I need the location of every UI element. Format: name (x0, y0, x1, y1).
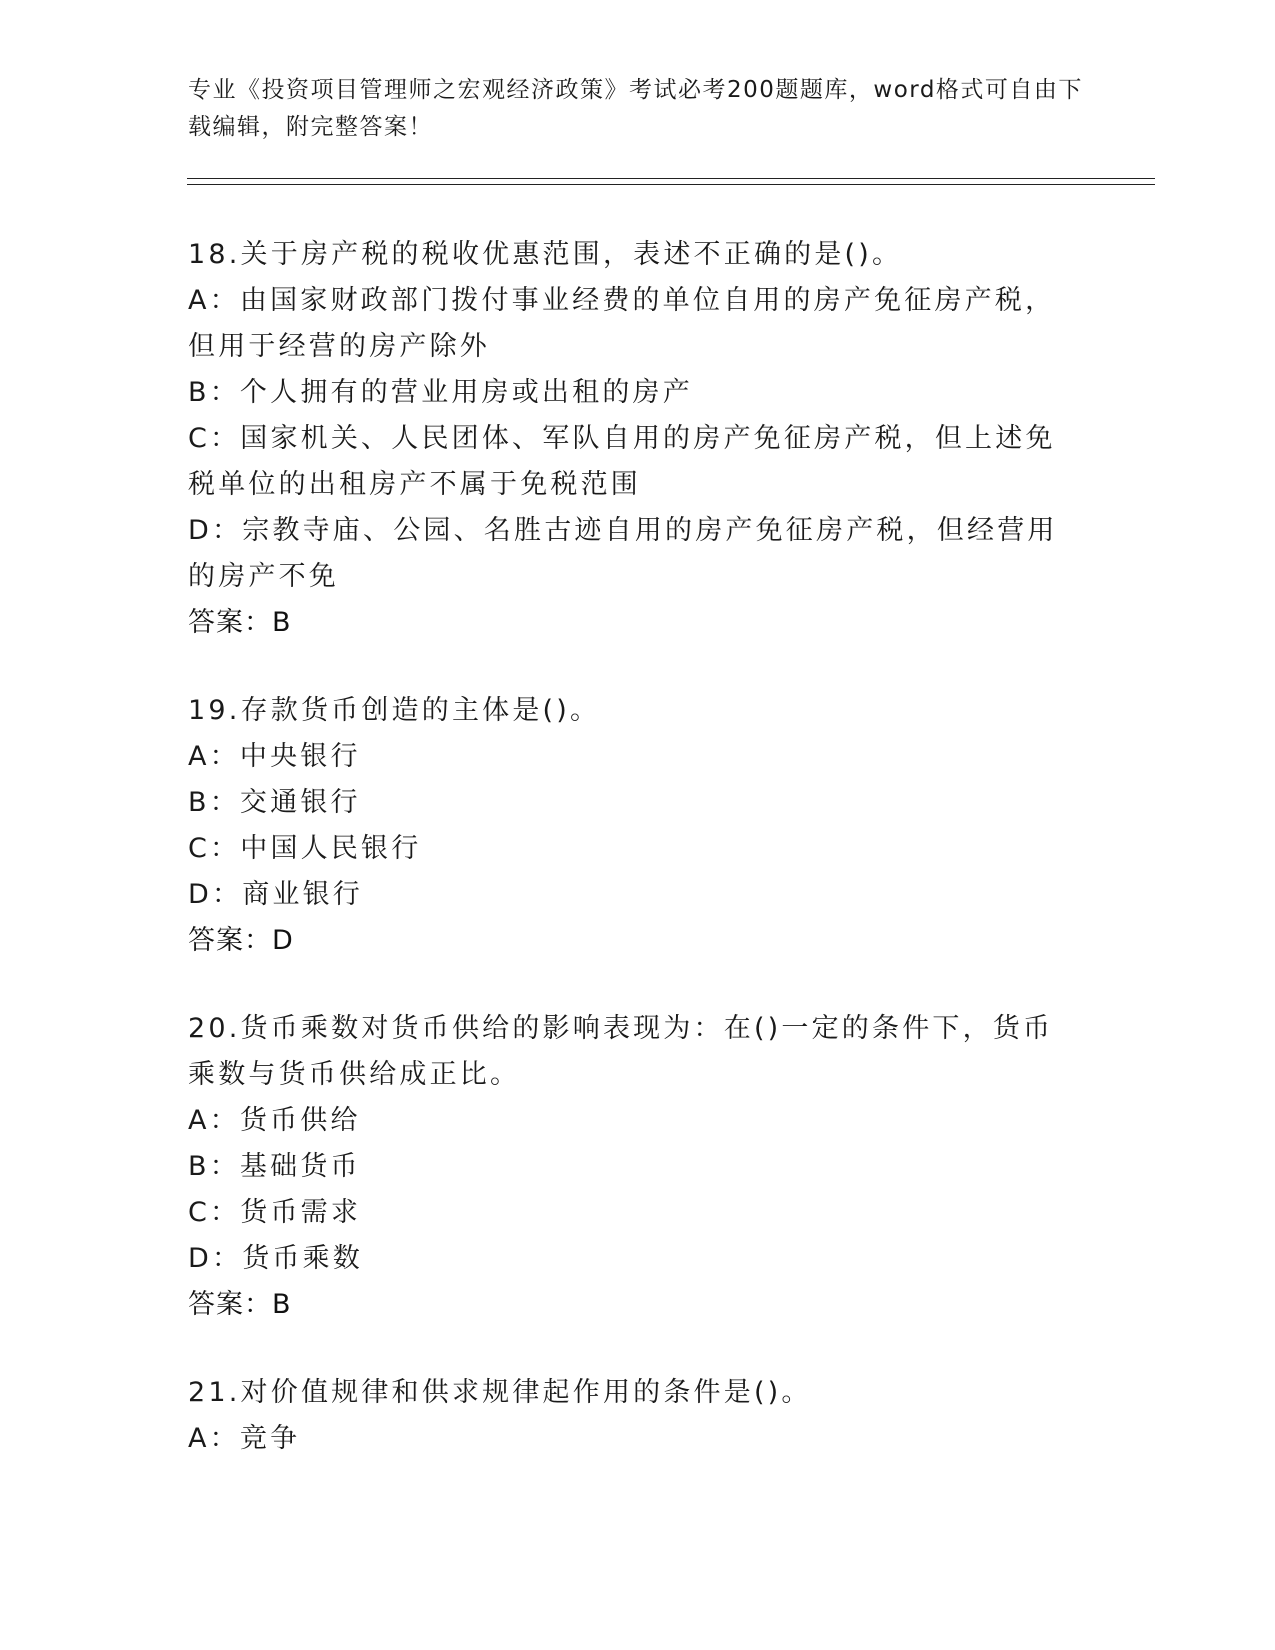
option-a: A：中央银行 (188, 741, 361, 772)
option-d: D：宗教寺庙、公园、名胜古迹自用的房产免征房产税，但经营用的房产不免 (188, 515, 1058, 592)
option-c: C：中国人民银行 (188, 833, 422, 864)
question-list (188, 232, 1078, 1504)
option-b: B：交通银行 (188, 787, 361, 818)
option-c: C：货币需求 (188, 1197, 362, 1228)
option-d: D：商业银行 (188, 879, 363, 910)
header-divider-top (187, 178, 1155, 179)
question-stem: 21.对价值规律和供求规律起作用的条件是()。 (188, 1377, 812, 1408)
answer-line: 答案：D (188, 925, 294, 956)
option-b: B：基础货币 (188, 1151, 361, 1182)
header-divider-bottom (187, 184, 1155, 185)
option-b: B：个人拥有的营业用房或出租的房产 (188, 377, 693, 408)
question-18 (188, 232, 1078, 646)
answer-line: 答案：B (188, 1289, 292, 1320)
option-c: C：国家机关、人民团体、军队自用的房产免征房产税，但上述免税单位的出租房产不属于免税范围 (188, 423, 1056, 500)
answer-line: 答案：B (188, 607, 292, 638)
option-a: A：由国家财政部门拨付事业经费的单位自用的房产免征房产税，但用于经营的房产除外 (188, 285, 1056, 362)
question-stem: 20.货币乘数对货币供给的影响表现为：在()一定的条件下，货币乘数与货币供给成正比。 (188, 1013, 1054, 1090)
question-19 (188, 688, 1078, 964)
question-21 (188, 1370, 1078, 1462)
option-a: A：货币供给 (188, 1105, 361, 1136)
option-d: D：货币乘数 (188, 1243, 363, 1274)
question-stem: 19.存款货币创造的主体是()。 (188, 695, 601, 726)
document-header: 专业《投资项目管理师之宏观经济政策》考试必考200题题库，word格式可自由下载编辑，附完整答案！ (188, 77, 1083, 140)
option-a: A：竞争 (188, 1423, 301, 1454)
question-stem: 18.关于房产税的税收优惠范围，表述不正确的是()。 (188, 239, 903, 270)
question-20 (188, 1006, 1078, 1328)
